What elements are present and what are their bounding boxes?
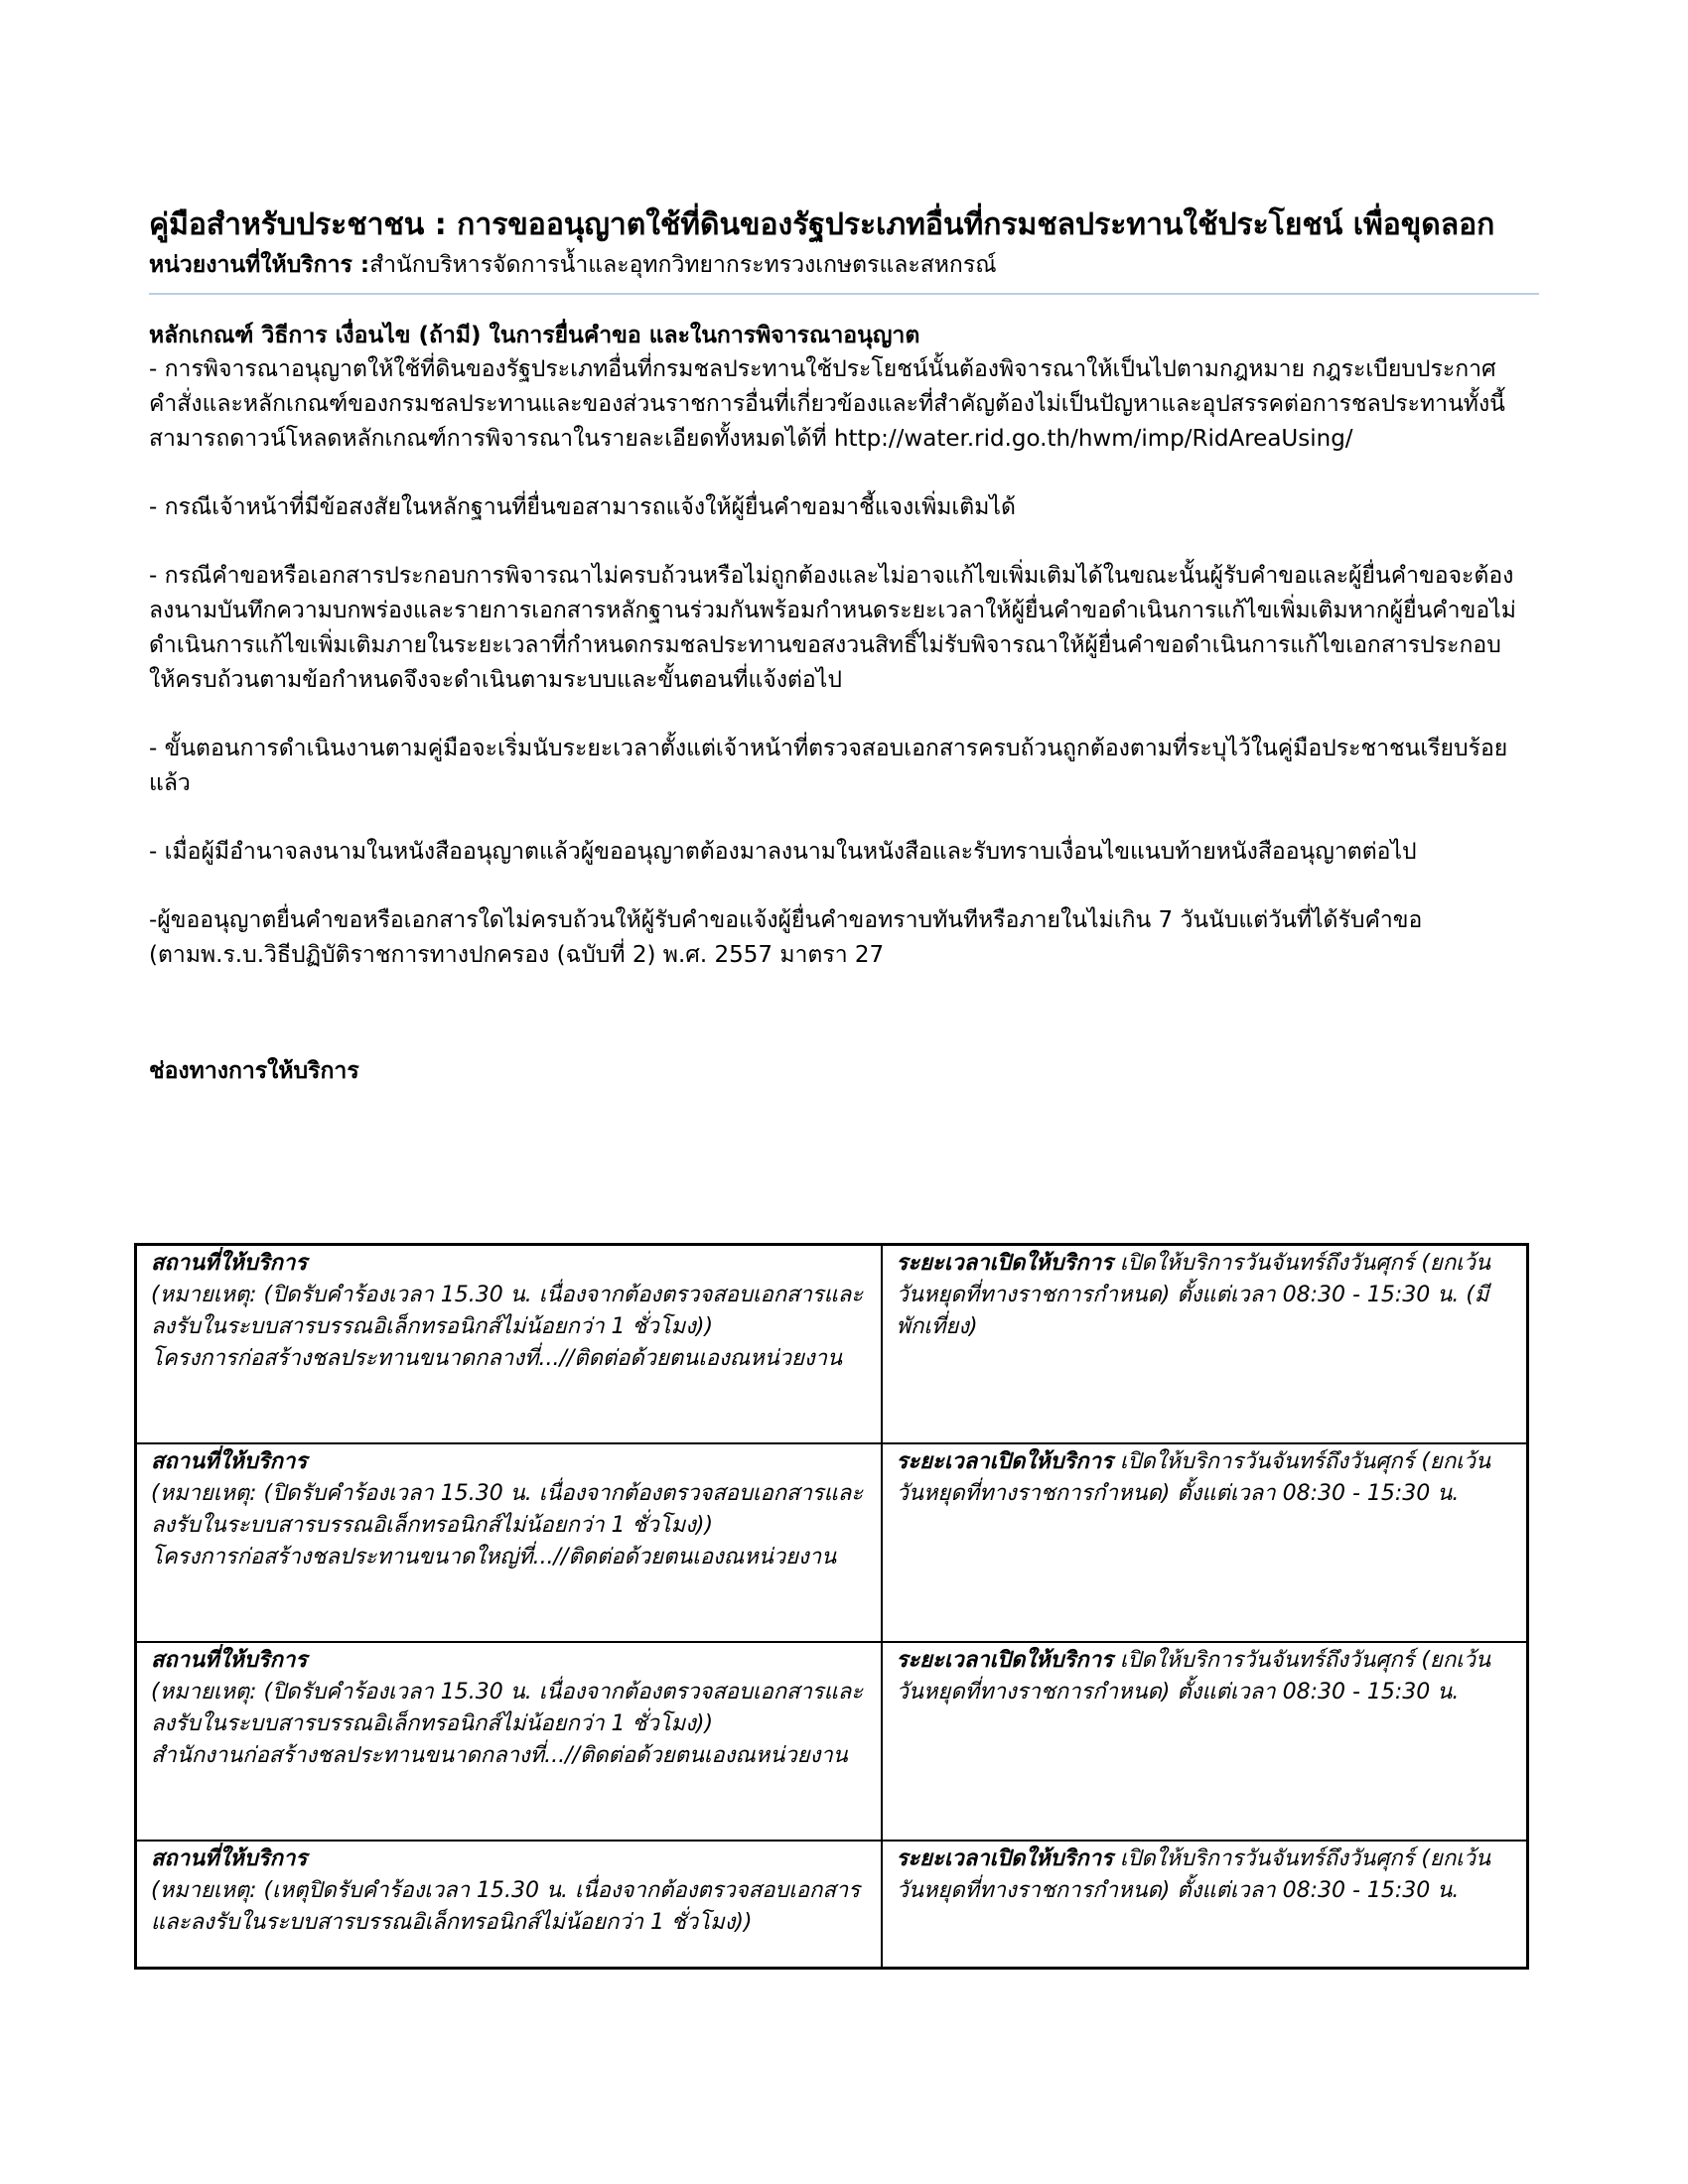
document-page xyxy=(149,204,1519,1088)
location-name: สำนักงานก่อสร้างชลประทานขนาดกลางที่...//ติดต่อด้วยตนเองณหน่วยงาน xyxy=(151,1743,848,1768)
location-note: (หมายเหตุ: (ปิดรับคำร้องเวลา 15.30 น. เนื่องจากต้องตรวจสอบเอกสารและลงรับในระบบสารบรรณอิเล็กทรอนิกส์ไม่น้อยกว่า 1 ชั่วโมง)) xyxy=(151,1481,864,1538)
criteria-heading: หลักเกณฑ์ วิธีการ เงื่อนไข (ถ้ามี) ในการยื่นคำขอ และในการพิจารณาอนุญาต xyxy=(149,323,920,348)
location-note: (หมายเหตุ: (เหตุปิดรับคำร้องเวลา 15.30 น. เนื่องจากต้องตรวจสอบเอกสารและลงรับในระบบสารบรรณอิเล็กทรอนิกส์ไม่น้อยกว่า 1 ชั่วโมง)) xyxy=(151,1878,860,1935)
criteria-paragraph: - ขั้นตอนการดำเนินงานตามคู่มือจะเริ่มนับระยะเวลาตั้งแต่เจ้าหน้าที่ตรวจสอบเอกสารครบถ้วนถูกต้องตามที่ระบุไว้ในคู่มือประชาชนเรียบร้อยแล้ว xyxy=(149,736,1508,796)
location-label: สถานที่ให้บริการ xyxy=(151,1251,308,1276)
hours-label: ระยะเวลาเปิดให้บริการ xyxy=(896,1251,1113,1276)
location-note: (หมายเหตุ: (ปิดรับคำร้องเวลา 15.30 น. เนื่องจากต้องตรวจสอบเอกสารและลงรับในระบบสารบรรณอิเล็กทรอนิกส์ไม่น้อยกว่า 1 ชั่วโมง)) xyxy=(151,1680,864,1736)
location-cell xyxy=(136,1245,882,1444)
criteria-paragraph: -ผู้ขออนุญาตยื่นคำขอหรือเอกสารใดไม่ครบถ้วนให้ผู้รับคำขอแจ้งผู้ยื่นคำขอทราบทันทีหรือภายในไม่เกิน 7 วันนับแต่วันที่ได้รับคำขอ (ตามพ.ร.บ.วิธีปฏิบัติราชการทางปกครอง (ฉบับที่ 2) พ.ศ. 2557 มาตรา 27 xyxy=(149,907,1423,968)
hours-label: ระยะเวลาเปิดให้บริการ xyxy=(896,1648,1113,1673)
agency-label: หน่วยงานที่ให้บริการ : xyxy=(149,252,370,278)
hours-label: ระยะเวลาเปิดให้บริการ xyxy=(896,1846,1113,1871)
location-name: โครงการก่อสร้างชลประทานขนาดกลางที่...//ติดต่อด้วยตนเองณหน่วยงาน xyxy=(151,1346,843,1371)
hours-text: เปิดให้บริการวันจันทร์ถึงวันศุกร์ (ยกเว้นวันหยุดที่ทางราชการกำหนด) ตั้งแต่เวลา 08:30 - 15:30 น. xyxy=(896,1846,1491,1903)
location-label: สถานที่ให้บริการ xyxy=(151,1648,308,1673)
document-title: คู่มือสำหรับประชาชน : การขออนุญาตใช้ที่ดินของรัฐประเภทอื่นที่กรมชลประทานใช้ประโยชน์ เพื่อขุดลอก xyxy=(149,207,1495,242)
agency-value: สำนักบริหารจัดการน้ำและอุทกวิทยากระทรวงเกษตรและสหกรณ์ xyxy=(369,252,997,278)
table-row xyxy=(136,1841,1528,1969)
criteria-paragraph: - กรณีคำขอหรือเอกสารประกอบการพิจารณาไม่ครบถ้วนหรือไม่ถูกต้องและไม่อาจแก้ไขเพิ่มเติมได้ในขณะนั้นผู้รับคำขอและผู้ยื่นคำขอจะต้องลงนามบันทึกความบกพร่องและรายการเอกสารหลักฐานร่วมกันพร้อมกำหนดระยะเวลาให้ผู้ยื่นคำขอดำเนินการแก้ไขเพิ่มเติมหากผู้ยื่นคำขอไม่ดำเนินการแก้ไขเพิ่มเติมภายในระยะเวลาที่กำหนดกรมชลประทานขอสงวนสิทธิ์ไม่รับพิจารณาให้ผู้ยื่นคำขอดำเนินการแก้ไขเอกสารประกอบให้ครบถ้วนตามข้อกำหนดจึงจะดำเนินตามระบบและขั้นตอนที่แจ้งต่อไป xyxy=(149,563,1516,693)
service-channels-table xyxy=(134,1243,1529,1970)
location-cell xyxy=(136,1642,882,1841)
location-name: โครงการก่อสร้างชลประทานขนาดใหญ่ที่...//ติดต่อด้วยตนเองณหน่วยงาน xyxy=(151,1545,837,1570)
hours-cell xyxy=(882,1841,1528,1969)
criteria-paragraph: - เมื่อผู้มีอำนาจลงนามในหนังสืออนุญาตแล้วผู้ขออนุญาตต้องมาลงนามในหนังสือและรับทราบเงื่อนไขแนบท้ายหนังสืออนุญาตต่อไป xyxy=(149,839,1417,865)
location-note: (หมายเหตุ: (ปิดรับคำร้องเวลา 15.30 น. เนื่องจากต้องตรวจสอบเอกสารและลงรับในระบบสารบรรณอิเล็กทรอนิกส์ไม่น้อยกว่า 1 ชั่วโมง)) xyxy=(151,1283,864,1339)
channels-heading: ช่องทางการให้บริการ xyxy=(149,1058,359,1084)
table-row xyxy=(136,1642,1528,1841)
agency-line xyxy=(149,247,1519,283)
hours-text: เปิดให้บริการวันจันทร์ถึงวันศุกร์ (ยกเว้นวันหยุดที่ทางราชการกำหนด) ตั้งแต่เวลา 08:30 - 15:30 น. xyxy=(896,1648,1491,1705)
location-cell xyxy=(136,1841,882,1969)
criteria-paragraph: - การพิจารณาอนุญาตให้ใช้ที่ดินของรัฐประเภทอื่นที่กรมชลประทานใช้ประโยชน์นั้นต้องพิจารณาให้เป็นไปตามกฎหมาย กฎระเบียบประกาศคำสั่งและหลักเกณฑ์ของกรมชลประทานและของส่วนราชการอื่นที่เกี่ยวข้องและที่สำคัญต้องไม่เป็นปัญหาและอุปสรรคต่อการชลประทานทั้งนี้สามารถดาวน์โหลดหลักเกณฑ์การพิจารณาในรายละเอียดทั้งหมดได้ที่ http://water.rid.go.th/hwm/imp/RidAreaUsing/ xyxy=(149,356,1505,452)
location-label: สถานที่ให้บริการ xyxy=(151,1449,308,1474)
hours-cell xyxy=(882,1245,1528,1444)
table-row xyxy=(136,1245,1528,1444)
hours-text: เปิดให้บริการวันจันทร์ถึงวันศุกร์ (ยกเว้นวันหยุดที่ทางราชการกำหนด) ตั้งแต่เวลา 08:30 - 15:30 น. xyxy=(896,1449,1491,1506)
hours-cell xyxy=(882,1642,1528,1841)
hours-cell xyxy=(882,1443,1528,1642)
criteria-paragraph: - กรณีเจ้าหน้าที่มีข้อสงสัยในหลักฐานที่ยื่นขอสามารถแจ้งให้ผู้ยื่นคำขอมาชี้แจงเพิ่มเติมได้ xyxy=(149,494,1016,520)
hours-label: ระยะเวลาเปิดให้บริการ xyxy=(896,1449,1113,1474)
title-divider xyxy=(149,293,1539,295)
hours-text: เปิดให้บริการวันจันทร์ถึงวันศุกร์ (ยกเว้นวันหยุดที่ทางราชการกำหนด) ตั้งแต่เวลา 08:30 - 15:30 น. (มีพักเที่ยง) xyxy=(896,1251,1491,1339)
location-cell xyxy=(136,1443,882,1642)
location-label: สถานที่ให้บริการ xyxy=(151,1846,308,1871)
table-row xyxy=(136,1443,1528,1642)
